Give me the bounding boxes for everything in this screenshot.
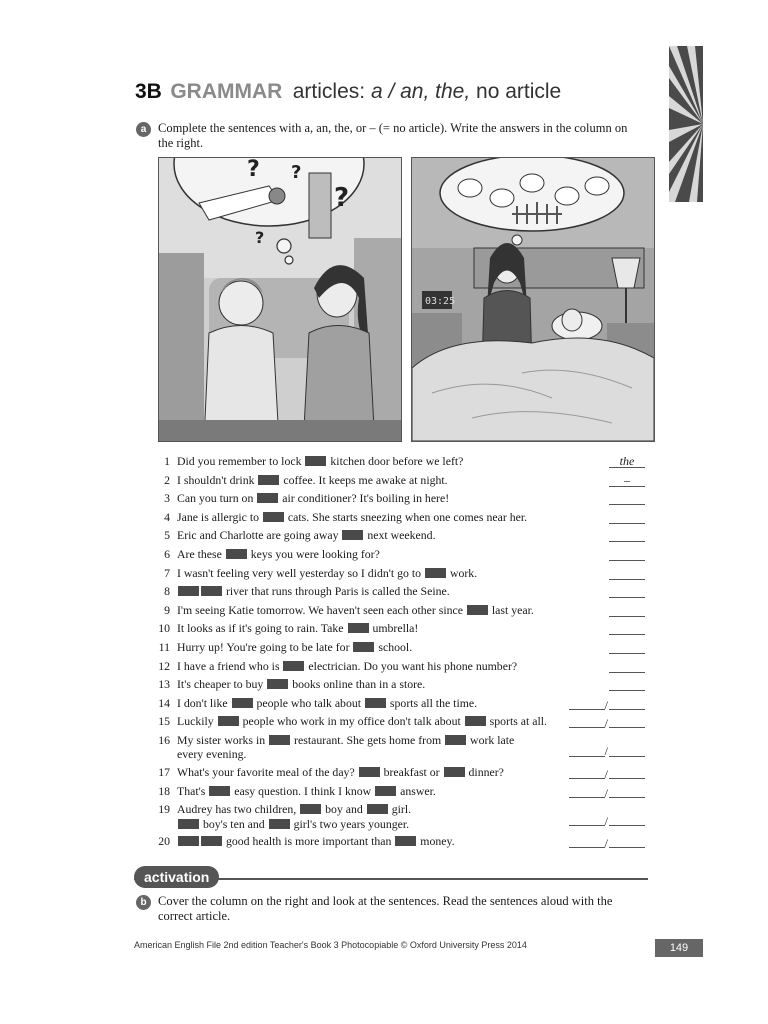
- sentence-fragment: girl.: [388, 802, 412, 817]
- article-gap: [444, 767, 465, 777]
- answer-field[interactable]: [609, 529, 645, 542]
- article-gap: [258, 475, 279, 485]
- sentence-text: [177, 657, 557, 676]
- sentence-fragment: Luckily: [177, 714, 217, 729]
- sentence-number: 7: [164, 565, 170, 580]
- article-gap: [226, 549, 247, 559]
- sentence-fragment: Jane is allergic to: [177, 509, 262, 524]
- sentence-text: [177, 489, 557, 508]
- exercise-b-instruction: Cover the column on the right and look at the sentences. Read the sentences aloud with the correct article.: [158, 894, 613, 923]
- article-gap: [201, 836, 222, 846]
- sentence-fragment: river that runs through Paris is called the Seine.: [223, 584, 450, 599]
- sentence-fragment: breakfast or: [380, 764, 443, 779]
- sentence-fragment: keys you were looking for?: [247, 546, 380, 561]
- sentence-fragment: It looks as if it's going to rain. Take: [177, 621, 347, 636]
- sentence-row: [150, 601, 650, 620]
- answer-field[interactable]: [609, 511, 645, 524]
- article-gap: [178, 836, 199, 846]
- article-gap: [353, 642, 374, 652]
- sentence-row: [150, 675, 650, 694]
- article-gap: [257, 493, 278, 503]
- sentence-fragment: people who talk about: [253, 695, 364, 710]
- sentence-number: 4: [164, 509, 170, 524]
- sentence-number: 3: [164, 491, 170, 506]
- answer-field[interactable]: [609, 785, 645, 798]
- sentence-fragment: good health is more important than: [223, 834, 395, 849]
- sentence-row: [150, 800, 650, 832]
- answer-field[interactable]: [609, 604, 645, 617]
- sentence-text: [177, 545, 557, 564]
- sentence-fragment: girl's two years younger.: [290, 816, 410, 831]
- article-gap: [342, 530, 363, 540]
- article-gap: [178, 586, 199, 596]
- sentence-row: [150, 782, 650, 801]
- answer-separator: /: [604, 744, 608, 759]
- sentence-row: [150, 564, 650, 583]
- sentence-text: [177, 638, 557, 657]
- section-label: GRAMMAR: [170, 80, 283, 103]
- sentence-number: 2: [164, 472, 170, 487]
- sentence-text: [177, 508, 557, 527]
- answer-field[interactable]: [609, 585, 645, 598]
- answer-field[interactable]: [609, 766, 645, 779]
- sentence-row: [150, 731, 650, 763]
- sentence-row: [150, 545, 650, 564]
- answer-field[interactable]: [569, 697, 605, 710]
- article-gap: [445, 735, 466, 745]
- article-gap: [283, 661, 304, 671]
- sentence-fragment: sports at all.: [486, 714, 547, 729]
- answer-field[interactable]: [569, 785, 605, 798]
- answer-separator: /: [604, 766, 608, 781]
- article-gap: [367, 804, 388, 814]
- sentence-number: 19: [158, 802, 170, 817]
- sentence-number: 9: [164, 602, 170, 617]
- sentence-fragment: Can you turn on: [177, 491, 257, 506]
- sentence-fragment: I shouldn't drink: [177, 472, 258, 487]
- sentence-fragment: I don't like: [177, 695, 231, 710]
- article-gap: [425, 568, 446, 578]
- sentence-text: [177, 694, 557, 713]
- sentence-row: [150, 471, 650, 490]
- sentence-number: 11: [158, 639, 170, 654]
- article-gap: [201, 586, 222, 596]
- sentence-row: [150, 582, 650, 601]
- answer-field[interactable]: [609, 622, 645, 635]
- sentence-text: [177, 601, 557, 620]
- article-gap: [348, 623, 369, 633]
- answer-field[interactable]: [569, 766, 605, 779]
- sentence-row: [150, 832, 650, 851]
- answer-separator: /: [604, 813, 608, 828]
- sentence-list: [150, 452, 650, 851]
- sentence-fragment: Did you remember to lock: [177, 454, 305, 468]
- answer-separator: /: [604, 785, 608, 800]
- sentence-fragment: every evening.: [177, 747, 247, 762]
- article-gap: [395, 836, 416, 846]
- sentence-fragment: I wasn't feeling very well yesterday so I didn't go to: [177, 565, 425, 580]
- sentence-number: 8: [164, 584, 170, 599]
- sentence-fragment: books online than in a store.: [289, 677, 426, 692]
- sentence-number: 17: [158, 764, 170, 779]
- thought-question-mark: ?: [334, 183, 350, 213]
- bedroom-illustration: [411, 157, 655, 442]
- sentence-fragment: boy and: [322, 802, 366, 817]
- sentence-number: 6: [164, 546, 170, 561]
- sentence-fragment: easy question. I think I know: [231, 783, 375, 798]
- sentence-row: [150, 712, 650, 731]
- sentence-fragment: That's: [177, 783, 209, 798]
- answer-field[interactable]: [569, 835, 605, 848]
- activation-heading: activation: [134, 866, 219, 888]
- sentence-fragment: cats. She starts sneezing when one comes near her.: [284, 509, 528, 524]
- sentence-fragment: My sister works in: [177, 732, 269, 747]
- page-title: [135, 80, 561, 104]
- clock-display: 03:25: [425, 296, 456, 307]
- answer-separator: /: [604, 716, 608, 731]
- article-gap: [269, 819, 290, 829]
- sentence-fragment: Audrey has two children,: [177, 802, 300, 817]
- sentence-row: [150, 452, 650, 471]
- answer-field[interactable]: [609, 835, 645, 848]
- sentence-fragment: sports all the time.: [386, 695, 478, 710]
- sentence-row: [150, 638, 650, 657]
- sentence-text: [177, 832, 557, 851]
- sentence-fragment: It's cheaper to buy: [177, 677, 267, 692]
- thought-question-mark: ?: [291, 162, 302, 183]
- sentence-number: 14: [158, 695, 170, 710]
- sentence-text: [177, 619, 557, 638]
- sentence-text: [177, 675, 557, 694]
- answer-separator: /: [604, 697, 608, 712]
- sentence-fragment: Are these: [177, 546, 225, 561]
- answer-field[interactable]: [609, 744, 645, 757]
- sentence-text: [177, 582, 557, 601]
- unit-code: 3B: [135, 80, 162, 103]
- sentence-fragment: Hurry up! You're going to be late for: [177, 639, 353, 654]
- sentence-fragment: I have a friend who is: [177, 658, 283, 673]
- sentence-number: 12: [158, 658, 170, 673]
- sentence-fragment: work late: [467, 732, 515, 747]
- sentence-number: 10: [158, 621, 170, 636]
- sentence-number: 18: [158, 783, 170, 798]
- sentence-text: [177, 763, 557, 782]
- sentence-number: 15: [158, 714, 170, 729]
- article-gap: [178, 819, 199, 829]
- exercise-a-marker: a: [136, 122, 151, 137]
- sentence-fragment: next weekend.: [364, 528, 436, 543]
- sentence-fragment: Eric and Charlotte are going away: [177, 528, 342, 543]
- answer-field[interactable]: [569, 715, 605, 728]
- sentence-fragment: coffee. It keeps me awake at night.: [280, 472, 448, 487]
- sentence-fragment: work.: [447, 565, 478, 580]
- copyright-footer: American English File 2nd edition Teacher's Book 3 Photocopiable © Oxford University Press 2014: [134, 940, 527, 950]
- article-gap: [209, 786, 230, 796]
- article-gap: [467, 605, 488, 615]
- answer-field[interactable]: [609, 548, 645, 561]
- sentence-row: [150, 657, 650, 676]
- article-gap: [218, 716, 239, 726]
- sentence-row: [150, 619, 650, 638]
- answer-field[interactable]: [609, 492, 645, 505]
- answer-field[interactable]: [609, 641, 645, 654]
- sentence-number: 5: [164, 528, 170, 543]
- answer-field[interactable]: [609, 715, 645, 728]
- sentence-number: 16: [158, 732, 170, 747]
- sentence-row: [150, 526, 650, 545]
- sentence-fragment: money.: [417, 834, 455, 849]
- answer-field[interactable]: [609, 567, 645, 580]
- page-number: 149: [655, 939, 703, 957]
- thought-question-mark: ?: [255, 228, 265, 247]
- answer-separator: /: [604, 836, 608, 851]
- sentence-fragment: restaurant. She gets home from: [291, 732, 445, 747]
- sentence-row: [150, 694, 650, 713]
- topic-text: articles: a / an, the, no article: [292, 80, 562, 103]
- sentence-number: 13: [158, 677, 170, 692]
- exercise-b-marker: b: [136, 895, 151, 910]
- sentence-number: 1: [164, 454, 170, 468]
- sentence-fragment: What's your favorite meal of the day?: [177, 764, 358, 779]
- answer-field[interactable]: [609, 813, 645, 826]
- sentence-row: [150, 763, 650, 782]
- sentence-fragment: electrician. Do you want his phone number?: [305, 658, 518, 673]
- sentence-row: [150, 489, 650, 508]
- sentence-fragment: umbrella!: [369, 621, 419, 636]
- sentence-fragment: dinner?: [465, 764, 504, 779]
- answer-field[interactable]: [609, 697, 645, 710]
- answer-field[interactable]: –: [609, 474, 645, 487]
- exercise-a-instruction: Complete the sentences with a, an, the, or – (= no article). Write the answers in the column on the right.: [158, 121, 628, 150]
- sentence-fragment: kitchen door before we left?: [327, 454, 464, 468]
- answer-field[interactable]: [609, 678, 645, 691]
- sentence-fragment: last year.: [488, 602, 534, 617]
- sentence-text: [177, 452, 557, 471]
- article-gap: [232, 698, 253, 708]
- article-gap: [305, 456, 326, 466]
- thought-question-mark: ?: [247, 158, 260, 182]
- section-tab-graphic: [669, 46, 703, 202]
- article-gap: [465, 716, 486, 726]
- sentence-fragment: I'm seeing Katie tomorrow. We haven't seen each other since: [177, 602, 466, 617]
- article-gap: [375, 786, 396, 796]
- airplane-illustration: [158, 157, 402, 442]
- sentence-text: [177, 733, 557, 762]
- sentence-text: [177, 526, 557, 545]
- article-gap: [263, 512, 284, 522]
- sentence-fragment: boy's ten and: [200, 816, 268, 831]
- answer-field[interactable]: [569, 813, 605, 826]
- sentence-row: [150, 508, 650, 527]
- sentence-fragment: people who work in my office don't talk about: [239, 714, 464, 729]
- answer-field[interactable]: [609, 660, 645, 673]
- sentence-text: [177, 782, 557, 801]
- sentence-fragment: answer.: [397, 783, 436, 798]
- sentence-fragment: school.: [375, 639, 413, 654]
- sentence-fragment: air conditioner? It's boiling in here!: [279, 491, 450, 506]
- sentence-number: 20: [158, 834, 170, 849]
- answer-field[interactable]: the: [609, 455, 645, 468]
- article-gap: [267, 679, 288, 689]
- article-gap: [300, 804, 321, 814]
- article-gap: [359, 767, 380, 777]
- article-gap: [269, 735, 290, 745]
- sentence-text: [177, 564, 557, 583]
- sentence-text: [177, 471, 557, 490]
- sentence-text: [177, 712, 557, 731]
- article-gap: [365, 698, 386, 708]
- sentence-text: [177, 802, 557, 831]
- answer-field[interactable]: [569, 744, 605, 757]
